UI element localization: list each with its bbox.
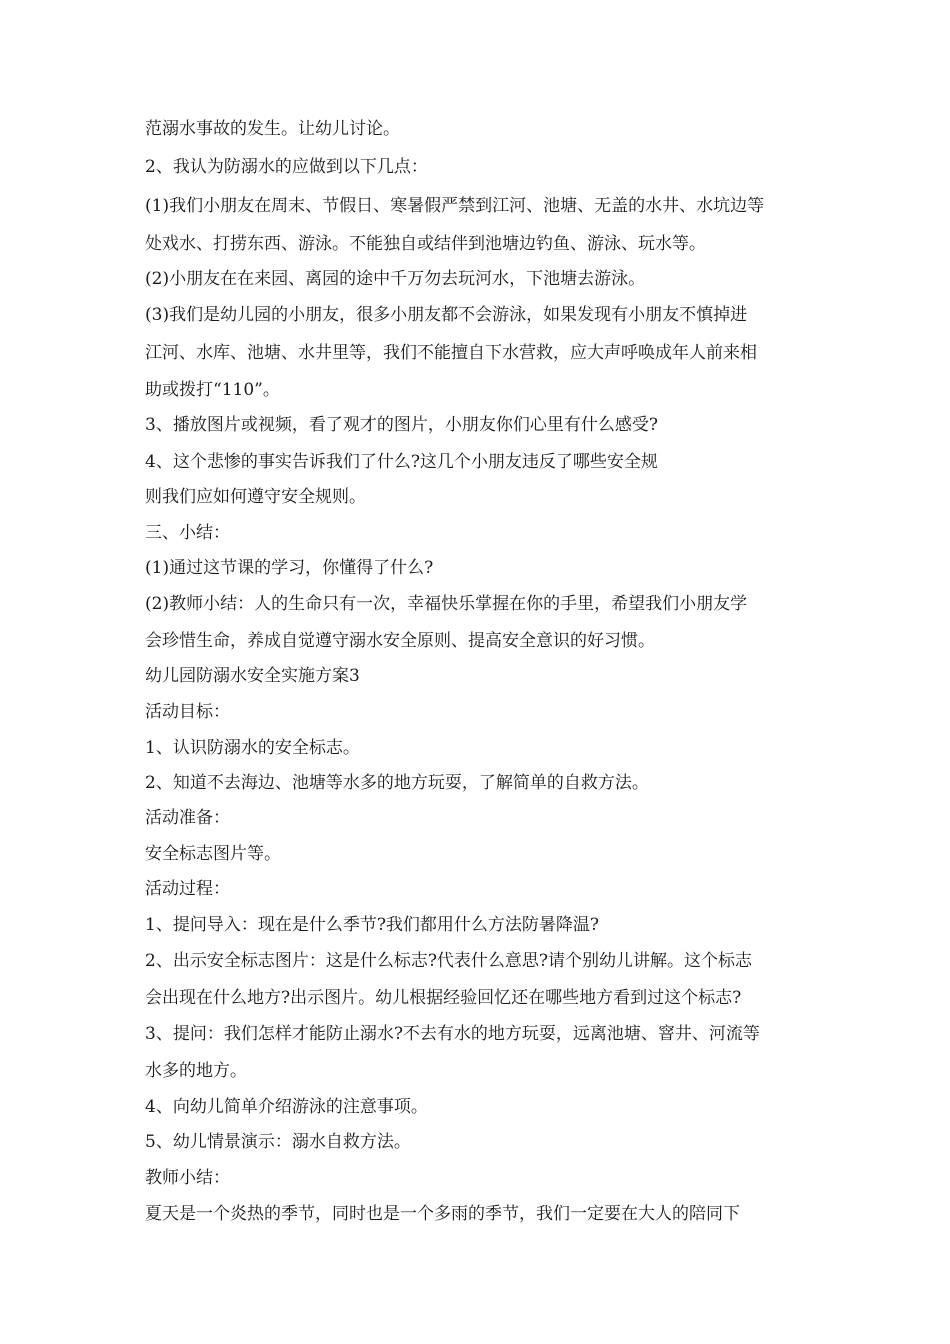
text-line: 2、知道不去海边、池塘等水多的地方玩耍，了解简单的自救方法。 xyxy=(145,773,649,793)
text-line: 5、幼儿情景演示：溺水自救方法。 xyxy=(145,1132,411,1152)
text-line: 1、提问导入：现在是什么季节?我们都用什么方法防暑降温? xyxy=(145,915,600,935)
text-line: (2)教师小结：人的生命只有一次，幸福快乐掌握在你的手里，希望我们小朋友学 xyxy=(145,594,748,614)
text-line: 活动目标： xyxy=(145,702,230,722)
text-line: 4、这个悲惨的事实告诉我们了什么?这几个小朋友违反了哪些安全规 xyxy=(145,452,658,472)
text-line: 范溺水事故的发生。让幼儿讨论。 xyxy=(145,119,400,139)
text-line: 活动过程： xyxy=(145,879,230,899)
text-line: 4、向幼儿简单介绍游泳的注意事项。 xyxy=(145,1097,428,1117)
text-line: 则我们应如何遵守安全规则。 xyxy=(145,487,366,507)
text-line: 3、提问：我们怎样才能防止溺水?不去有水的地方玩耍，远离池塘、窨井、河流等 xyxy=(145,1024,760,1044)
text-line: 会出现在什么地方?出示图片。幼儿根据经验回忆还在哪些地方看到过这个标志? xyxy=(145,988,742,1008)
text-line: 处戏水、打捞东西、游泳。不能独自或结伴到池塘边钓鱼、游泳、玩水等。 xyxy=(145,234,706,254)
text-line: 活动准备： xyxy=(145,808,230,828)
section-heading: 幼儿园防溺水安全实施方案3 xyxy=(145,666,360,686)
text-line: 水多的地方。 xyxy=(145,1061,247,1081)
text-line: (1)通过这节课的学习，你懂得了什么? xyxy=(145,558,434,578)
text-line: (1)我们小朋友在周末、节假日、寒暑假严禁到江河、池塘、无盖的水井、水坑边等 xyxy=(145,196,765,216)
text-line: 1、认识防溺水的安全标志。 xyxy=(145,738,360,758)
text-line: 2、我认为防溺水的应做到以下几点： xyxy=(145,157,428,177)
text-line: (3)我们是幼儿园的小朋友，很多小朋友都不会游泳，如果发现有小朋友不慎掉进 xyxy=(145,305,748,325)
text-line: 安全标志图片等。 xyxy=(145,844,281,864)
text-line: 教师小结： xyxy=(145,1168,230,1188)
text-line: 夏天是一个炎热的季节，同时也是一个多雨的季节，我们一定要在大人的陪同下 xyxy=(145,1204,740,1224)
text-line: 江河、水库、池塘、水井里等，我们不能擅自下水营救，应大声呼唤成年人前来相 xyxy=(145,343,757,363)
text-line: 三、小结： xyxy=(145,523,230,543)
text-line: 2、出示安全标志图片：这是什么标志?代表什么意思?请个别幼儿讲解。这个标志 xyxy=(145,951,753,971)
text-line: 助或拨打“110”。 xyxy=(145,380,280,400)
text-line: 3、播放图片或视频，看了观才的图片，小朋友你们心里有什么感受? xyxy=(145,415,658,435)
text-line: (2)小朋友在在来园、离园的途中千万勿去玩河水，下池塘去游泳。 xyxy=(145,269,646,289)
text-line: 会珍惜生命，养成自觉遵守溺水安全原则、提高安全意识的好习惯。 xyxy=(145,631,655,651)
